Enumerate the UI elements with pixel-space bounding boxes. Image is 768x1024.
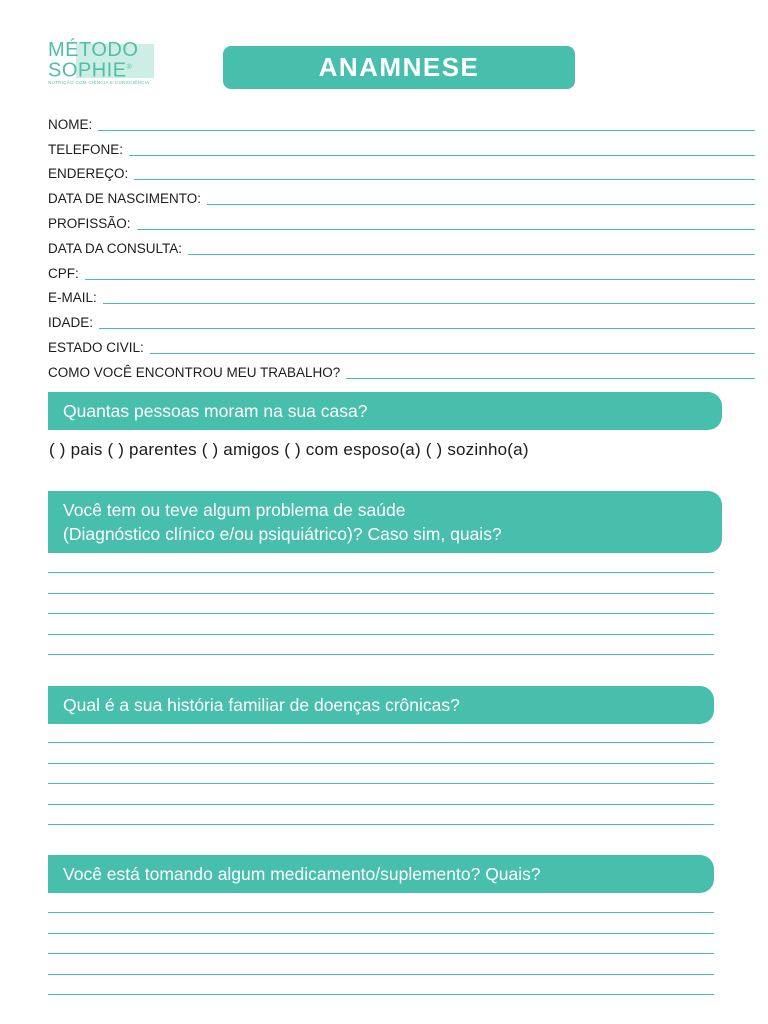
field-input-line[interactable] — [98, 118, 755, 131]
field-endereco[interactable] — [48, 158, 755, 183]
question-medication — [48, 855, 714, 893]
field-label: DATA DA CONSULTA: — [48, 240, 183, 256]
field-input-line[interactable] — [99, 316, 755, 329]
field-nome[interactable] — [48, 108, 755, 133]
field-cpf[interactable] — [48, 257, 755, 282]
answer-lines-family-history[interactable] — [48, 742, 714, 832]
personal-info-fields — [48, 108, 755, 381]
field-estado-civil[interactable] — [48, 331, 755, 356]
logo-tagline: NUTRIÇÃO COM CIÊNCIA E CONSCIÊNCIA — [48, 80, 150, 85]
field-input-line[interactable] — [137, 217, 755, 230]
field-data-consulta[interactable] — [48, 232, 755, 257]
question-family-history-text: Qual é a sua história familiar de doenças crônicas? — [63, 695, 460, 715]
answer-lines-health[interactable] — [48, 572, 714, 662]
field-label: ESTADO CIVIL: — [48, 339, 144, 355]
field-email[interactable] — [48, 282, 755, 307]
logo-trademark: ® — [126, 64, 133, 71]
field-input-line[interactable] — [85, 267, 755, 280]
field-label: E-MAIL: — [48, 290, 97, 306]
field-input-line[interactable] — [129, 143, 755, 156]
answer-line[interactable] — [48, 912, 714, 913]
field-input-line[interactable] — [103, 291, 755, 304]
field-profissao[interactable] — [48, 207, 755, 232]
field-label: TELEFONE: — [48, 141, 124, 157]
field-input-line[interactable] — [150, 341, 755, 354]
field-label: PROFISSÃO: — [48, 215, 131, 231]
question-health-problems — [48, 491, 722, 553]
field-como-encontrou[interactable] — [48, 356, 755, 381]
question-health-line2: (Diagnóstico clínico e/ou psiquiátrico)? Caso sim, quais? — [63, 524, 502, 544]
answer-line[interactable] — [48, 613, 714, 614]
field-input-line[interactable] — [207, 192, 755, 205]
answer-line[interactable] — [48, 974, 714, 975]
answer-line[interactable] — [48, 572, 714, 573]
field-label: COMO VOCÊ ENCONTROU MEU TRABALHO? — [48, 364, 341, 380]
field-data-nascimento[interactable] — [48, 182, 755, 207]
answer-line[interactable] — [48, 804, 714, 805]
answer-line[interactable] — [48, 634, 714, 635]
field-telefone[interactable] — [48, 133, 755, 158]
answer-line[interactable] — [48, 994, 714, 995]
field-idade[interactable] — [48, 306, 755, 331]
answer-line[interactable] — [48, 953, 714, 954]
field-label: ENDEREÇO: — [48, 166, 129, 182]
answer-lines-medication[interactable] — [48, 912, 714, 1002]
answer-line[interactable] — [48, 654, 714, 655]
answer-line[interactable] — [48, 783, 714, 784]
logo-line2: SOPHIE® — [48, 59, 133, 82]
answer-line[interactable] — [48, 593, 714, 594]
field-input-line[interactable] — [134, 167, 755, 180]
field-input-line[interactable] — [346, 366, 755, 379]
form-title: ANAMNESE — [223, 46, 575, 89]
field-label: IDADE: — [48, 315, 94, 331]
question-medication-text: Você está tomando algum medicamento/suplemento? Quais? — [63, 864, 541, 884]
question-health-line1: Você tem ou teve algum problema de saúde — [63, 500, 406, 520]
field-input-line[interactable] — [188, 242, 755, 255]
household-options[interactable]: ( ) pais ( ) parentes ( ) amigos ( ) com esposo(a) ( ) sozinho(a) — [49, 440, 529, 459]
field-label: NOME: — [48, 116, 93, 132]
logo — [48, 40, 158, 90]
answer-line[interactable] — [48, 933, 714, 934]
question-household-text: Quantas pessoas moram na sua casa? — [63, 401, 368, 421]
field-label: CPF: — [48, 265, 79, 281]
field-label: DATA DE NASCIMENTO: — [48, 191, 202, 207]
answer-line[interactable] — [48, 763, 714, 764]
answer-line[interactable] — [48, 824, 714, 825]
question-family-history — [48, 686, 714, 724]
answer-line[interactable] — [48, 742, 714, 743]
logo-line1: MÉTODO — [48, 39, 139, 61]
question-household — [48, 392, 722, 430]
